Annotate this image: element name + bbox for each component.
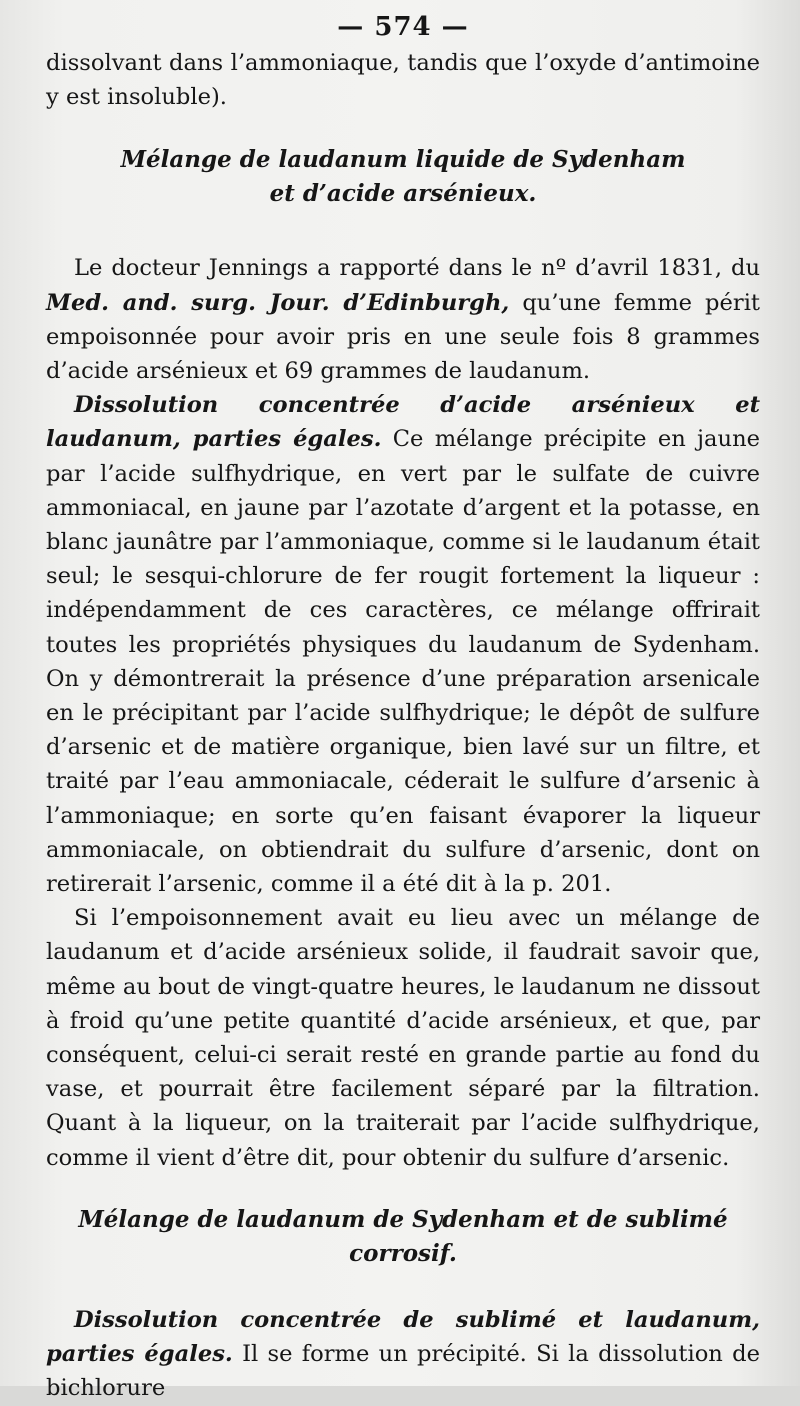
dissolution-sublime-text: Il se forme un précipité. Si la dissolution de bichlorure (46, 1341, 760, 1402)
dissolution-sublime-title: Dissolution concentrée de sublimé et laudanum, parties égales. (46, 1306, 760, 1368)
paragraph-empoisonnement: Si l’empoisonnement avait eu lieu avec un mélange de laudanum et d’acide arsénieux solide, il faudrait savoir que, même au bout de vingt-quatre heures, le laudanum ne dissout à froid qu’une petite quantité d’acide arsénieux, et que, par conséquent, celui-ci serait resté en grande partie au fond du vase, et pourrait être facilement séparé par la filtration. Quant à la liqueur, on la traiterait par l’acide sulfhydrique, comme il vient d’être dit, pour obtenir du sulfure d’arsenic. (46, 905, 760, 1171)
journal-title: Med. and. surg. Jour. d’Edinburgh, (46, 289, 510, 316)
paragraph-dissolution-sublime (46, 1303, 760, 1406)
paragraph-dissolution-arsenieux (46, 388, 760, 901)
paragraph-jennings (46, 251, 760, 388)
page-number: — 574 — (337, 12, 469, 42)
section-heading-sublime: Mélange de laudanum de Sydenham et de sublimé corrosif. (78, 1205, 728, 1267)
continuation-paragraph: dissolvant dans l’ammoniaque, tandis que l’oxyde d’antimoine y est insoluble). (46, 50, 760, 111)
paragraph-jennings-text-1: Le docteur Jennings a rapporté dans le nº d’avril 1831, du (74, 255, 760, 282)
dissolution-arsenieux-title: Dissolution concentrée d’acide arsénieux et laudanum, parties égales. (46, 392, 760, 453)
paragraph-jennings-text-2: qu’une femme périt empoisonnée pour avoir pris en une seule fois 8 grammes d’acide arsénieux et 69 grammes de laudanum. (46, 289, 760, 385)
dissolution-arsenieux-text: Ce mélange précipite en jaune par l’acide sulfhydrique, en vert par le sulfate de cuivre ammoniacal, en jaune par l’azotate d’argent et la potasse, en blanc jaunâtre par l’ammoniaque, comme si le laudanum était seul; le sesqui-chlorure de fer rougit fortement la liqueur : indépendamment de ces caractères, ce mélange offrirait toutes les propriétés physiques du laudanum de Sydenham. On y démontrerait la présence d’une préparation arsenicale en le précipitant par l’acide sulfhydrique; le dépôt de sulfure d’arsenic et de matière organique, bien lavé sur un filtre, et traité par l’eau ammoniacale, céderait le sulfure d’arsenic à l’ammoniaque; en sorte qu’en faisant évaporer la liqueur ammoniacale, on obtiendrait du sulfure d’arsenic, dont on retirerait l’arsenic, comme il a été dit à la p. 201. (46, 426, 760, 898)
section-heading-arsenieux: Mélange de laudanum liquide de Sydenham et d’acide arsénieux. (120, 146, 686, 208)
